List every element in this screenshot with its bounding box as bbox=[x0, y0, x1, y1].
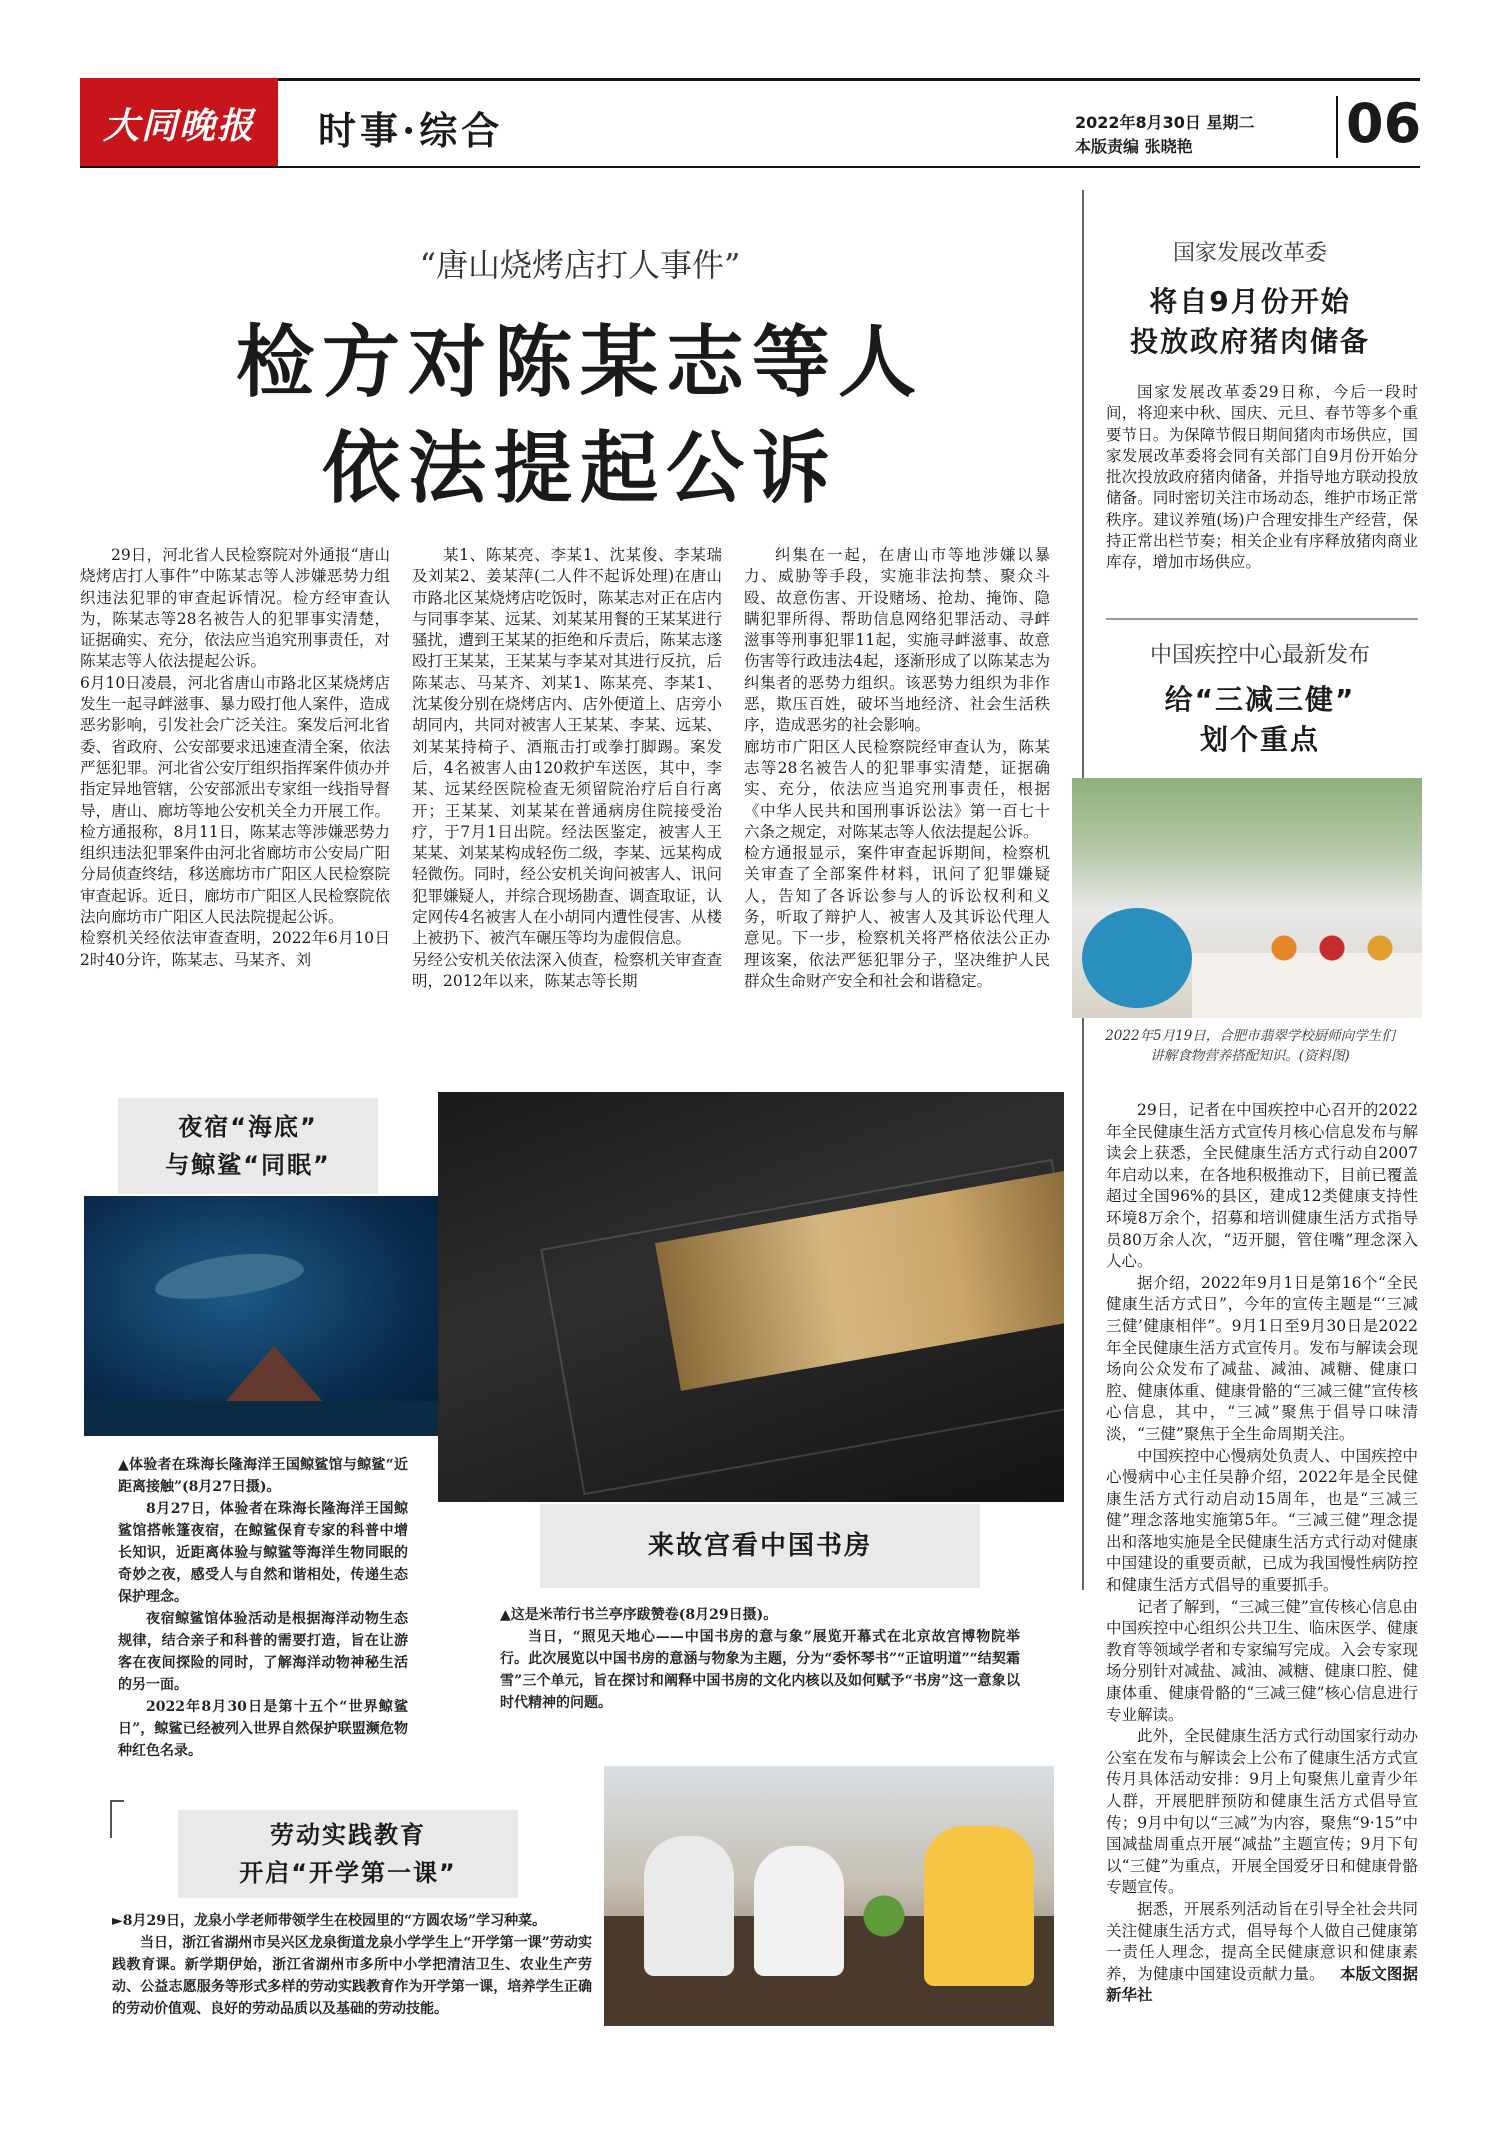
nutrition-photo-caption: 2022年5月19日，合肥市翡翠学校厨师向学生们讲解食物营养搭配知识。(资料图) bbox=[1105, 1028, 1395, 1064]
cdc-paragraph: 29日，记者在中国疾控中心召开的2022年全民健康生活方式宣传月核心信息发布与解读会上获悉，全民健康生活方式行动自2007年启动以来，在各地积极推动下，目前已覆盖超过全国96%的县区，建成12类健康支持性环境8万余个，招募和培训健康生活方式指导员80万余人次，“迈开腿，管住嘴”理念深入人心。 bbox=[1106, 1101, 1418, 1271]
photo-shark-shape bbox=[152, 1246, 306, 1306]
masthead-bottom-rule bbox=[80, 166, 1420, 168]
shark-text bbox=[118, 1454, 408, 1762]
cdc-headline-line1: 给“三减三健” bbox=[1164, 683, 1356, 716]
pork-kicker: 国家发展改革委 bbox=[1172, 241, 1327, 266]
shark-paragraph: 夜宿鲸鲨馆体验活动是根据海洋动物生态规律，结合亲子和科普的需要打造，旨在让游客在夜间探险的同时，了解海洋动物神秘生活的另一面。 bbox=[118, 1611, 408, 1693]
cdc-headline bbox=[1100, 680, 1420, 760]
newspaper-logo bbox=[80, 78, 278, 168]
photo-planting-kids bbox=[604, 1766, 1054, 2026]
lead-kicker: “唐山烧烤店打人事件” bbox=[419, 246, 741, 284]
sidebar-separator bbox=[1106, 618, 1418, 620]
lead-headline-line1: 检方对陈某志等人 bbox=[235, 318, 924, 408]
issue-date: 2022年8月30日 星期二 bbox=[1075, 113, 1255, 132]
lead-column-1: 29日，河北省人民检察院对外通报“唐山烧烤店打人事件”中陈某志等人涉嫌恶势力组织违法犯罪的审查起诉情况。检方经审查认为，陈某志等28名被告人的犯罪事实清楚，证据确实、充分，依法应当追究刑事责任，对陈某志等人依法提起公诉。 6月10日凌晨，河北省唐山市路北区某烧烤店发生一起寻衅滋事、暴力殴打他人案件，造成恶劣影响，引发社会广泛关注。案发后河北省委、省政府、公安部要求迅速查清全案，依法严惩犯罪。河北省公安厅组织指挥案件侦办并指定异地管辖，公安部派出专家组一线指导督导，唐山、廊坊等地公安机关全力开展工作。 检方通报称，8月11日，陈某志等涉嫌恶势力组织违法犯罪案件由河北省廊坊市公安局广阳分局侦查终结，移送廊坊市广阳区人民检察院审查起诉。近日，廊坊市广阳区人民检察院依法向廊坊市广阳区人民法院提起公诉。 检察机关经依法审查查明，2022年6月10日2时40分许，陈某志、马某齐、刘 bbox=[80, 546, 391, 969]
pork-headline-line2: 投放政府猪肉储备 bbox=[1129, 325, 1370, 358]
photo-floor bbox=[84, 1401, 454, 1436]
shark-title-line1: 夜宿“海底” bbox=[178, 1113, 318, 1141]
pork-body: 国家发展改革委29日称，今后一段时间，将迎来中秋、国庆、元旦、春节等多个重要节日。为保障节假日期间猪肉市场供应，国家发展改革委将会同有关部门自9月份开始分批次投放政府猪肉储备，并指导地方联动投放储备。同时密切关注市场动态，维护市场正常秩序。建议养殖(场)户合理安排生产经营，保持正常出栏节奏；相关企业有序释放猪肉商业库存，增加市场供应。 bbox=[1106, 383, 1418, 572]
cdc-kicker: 中国疾控中心最新发布 bbox=[1149, 643, 1370, 668]
section-title: 时事·综合 bbox=[318, 108, 504, 153]
photo-nutrition-class bbox=[1072, 778, 1422, 1018]
masthead-divider bbox=[1336, 96, 1338, 158]
shark-caption: ▲体验者在珠海长隆海洋王国鲸鲨馆与鲸鲨“近距离接触”(8月27日摄)。 bbox=[118, 1457, 408, 1495]
logo-text: 大同晚报 bbox=[102, 104, 255, 147]
labor-bracket bbox=[110, 1800, 124, 1838]
photo-whale-shark bbox=[84, 1196, 454, 1436]
photo-child bbox=[924, 1826, 1034, 1986]
page-editor: 本版责编 张晓艳 bbox=[1075, 137, 1193, 156]
labor-caption: ►8月29日，龙泉小学老师带领学生在校园里的“方圆农场”学习种菜。 bbox=[112, 1913, 547, 1929]
photo-child bbox=[644, 1836, 734, 1976]
masthead-top-rule bbox=[80, 78, 1420, 81]
shark-paragraph: 2022年8月30日是第十五个“世界鲸鲨日”，鲸鲨已经被列入世界自然保护联盟濒危物种红色名录。 bbox=[118, 1699, 408, 1759]
book-paragraph: 当日，“照见天地心——中国书房的意与象”展览开幕式在北京故宫博物院举行。此次展览以中国书房的意涵与物象为主题，分为“委怀琴书”“正谊明道”“结契霜雪”三个单元，旨在探讨和阐释中国书房的文化内核以及如何赋予“书房”这一意象以时代精神的问题。 bbox=[500, 1629, 1020, 1711]
cdc-paragraph-text: 据悉，开展系列活动旨在引导全社会共同关注健康生活方式，倡导每个人做自己健康第一责任人理念，提高全民健康意识和健康素养，为健康中国建设贡献力量。 bbox=[1106, 1899, 1418, 1983]
cdc-body bbox=[1106, 1100, 1418, 2007]
photo-plant bbox=[854, 1886, 914, 1946]
cdc-paragraph: 此外，全民健康生活方式行动国家行动办公室在发布与解读会上公布了健康生活方式宣传月具体活动安排：9月上旬聚焦儿童青少年人群，开展肥胖预防和健康生活方式倡导宣传；9月中旬以“三减”为内容，聚焦“9·15”中国减盐周重点开展“减盐”主题宣传；9月下旬以“三健”为重点，开展全国爱牙日和健康骨骼专题宣传。 bbox=[1106, 1727, 1418, 1897]
cdc-paragraph: 据介绍，2022年9月1日是第16个“全民健康生活方式日”，今年的宣传主题是“‘三减三健’健康相伴”。9月1日至9月30日是2022年全民健康生活方式宣传月。发布与解读会现场向公众发布了减盐、减油、减糖、健康口腔、健康体重、健康骨骼的“三减三健”宣传核心信息，其中，“三减”聚焦于倡导口味清淡，“三健”聚焦于全生命周期关注。 bbox=[1106, 1273, 1418, 1443]
photo-sign bbox=[1082, 908, 1192, 1008]
photo-fruits bbox=[1252, 928, 1412, 968]
pork-headline-line1: 将自9月份开始 bbox=[1149, 285, 1351, 318]
lead-headline bbox=[80, 310, 1080, 522]
lead-column-3: 纠集在一起，在唐山市等地涉嫌以暴力、威胁等手段，实施非法拘禁、聚众斗殴、故意伤害、开设赌场、抢劫、掩饰、隐瞒犯罪所得、帮助信息网络犯罪活动、寻衅滋事等刑事犯罪11起，实施寻衅滋事、故意伤害等行政违法4起，逐渐形成了以陈某志为纠集者的恶势力组织。该恶势力组织为非作恶，欺压百姓，破坏当地经济、社会生活秩序，造成恶劣的社会影响。 廊坊市广阳区人民检察院经审查认为，陈某志等28名被告人的犯罪事实清楚，证据确实、充分，依法应当追究刑事责任，根据《中华人民共和国刑事诉讼法》第一百七十六条之规定，对陈某志等人依法提起公诉。 检方通报显示，案件审查起诉期间，检察机关审查了全部案件材料，讯问了犯罪嫌疑人，告知了各诉讼参与人的诉讼权利和义务，听取了辩护人、被害人及其诉讼代理人意见。下一步，检察机关将严格依法公正办理该案，依法严惩犯罪分子，坚决维护人民群众生命财产安全和社会和谐稳定。 bbox=[744, 546, 1050, 990]
lead-column-2: 某1、陈某亮、李某1、沈某俊、李某瑞及刘某2、姜某萍(二人件不起诉处理)在唐山市路北区某烧烤店吃饭时，陈某志对正在店内与同事李某、远某、刘某某用餐的王某某进行骚扰，遭到王某某的拒绝和斥责后，陈某志遂殴打王某某，王某某与李某对其进行反抗，后陈某志、马某齐、刘某1、陈某亮、李某1、沈某俊分别在烧烤店内、店外便道上、店旁小胡同内，共同对被害人王某某、李某、远某、刘某某持椅子、酒瓶击打或拳打脚踢。案发后，4名被害人由120救护车送医，其中，李某、远某经医院检查无须留院治疗后自行离开；王某某、刘某某在普通病房住院接受治疗，于7月1日出院。经法医鉴定，被害人王某某、刘某某构成轻伤二级，李某、远某构成轻微伤。同时，经公安机关询问被害人、讯问犯罪嫌疑人，并综合现场勘查、调查取证，认定网传4名被害人在小胡同内遭性侵害、从楼上被扔下、被汽车碾压等均为虚假信息。 另经公安机关依法深入侦查，检察机关审查查明，2012年以来，陈某志等长期 bbox=[412, 546, 723, 990]
book-title: 来故宫看中国书房 bbox=[540, 1504, 980, 1588]
book-caption: ▲这是米芾行书兰亭序跋赞卷(8月29日摄)。 bbox=[500, 1607, 778, 1623]
pork-headline bbox=[1100, 282, 1400, 362]
labor-title-line2: 开启“开学第一课” bbox=[239, 1859, 457, 1887]
cdc-paragraph-last bbox=[1106, 1899, 1418, 2007]
photo-calligraphy-scroll bbox=[438, 1092, 1064, 1502]
shark-title bbox=[118, 1098, 378, 1194]
photo-child bbox=[754, 1846, 844, 1976]
page-number: 06 bbox=[1346, 92, 1422, 155]
labor-paragraph: 当日，浙江省湖州市吴兴区龙泉街道龙泉小学学生上“开学第一课”劳动实践教育课。新学期伊始，浙江省湖州市多所中小学把清洁卫生、农业生产劳动、公益志愿服务等形式多样的劳动实践教育作为开学第一课，培养学生正确的劳动价值观、良好的劳动品质以及基础的劳动技能。 bbox=[112, 1935, 592, 2017]
cdc-headline-line2: 划个重点 bbox=[1199, 723, 1320, 756]
labor-text bbox=[112, 1910, 592, 2020]
shark-title-line2: 与鲸鲨“同眠” bbox=[165, 1151, 331, 1179]
labor-title-line1: 劳动实践教育 bbox=[270, 1821, 426, 1849]
cdc-paragraph: 记者了解到，“三减三健”宣传核心信息由中国疾控中心组织公共卫生、临床医学、健康教育等领域学者和专家编写完成。入会专家现场分别针对减盐、减油、减糖、健康口腔、健康体重、健康骨骼的“三减三健”核心信息进行专业解读。 bbox=[1106, 1597, 1418, 1724]
page-credit: 本版文图据新华社 bbox=[1106, 1964, 1418, 2005]
labor-title bbox=[178, 1810, 518, 1898]
cdc-paragraph: 中国疾控中心慢病处负责人、中国疾控中心慢病中心主任吴静介绍，2022年是全民健康生活方式行动启动15周年，也是“三减三健”理念落地实施第5年。“三减三健”理念提出和落地实施是全民健康生活方式行动对健康中国建设的重要贡献，已成为我国慢性病防控和健康生活方式倡导的重要抓手。 bbox=[1106, 1446, 1418, 1595]
book-text bbox=[500, 1604, 1020, 1714]
lead-headline-line2: 依法提起公诉 bbox=[321, 424, 838, 514]
shark-paragraph: 8月27日，体验者在珠海长隆海洋王国鲸鲨馆搭帐篷夜宿，在鲸鲨保育专家的科普中增长知识，近距离体验与鲸鲨等海洋生物同眠的奇妙之夜，感受人与自然和谐相处，传递生态保护理念。 bbox=[118, 1501, 408, 1605]
